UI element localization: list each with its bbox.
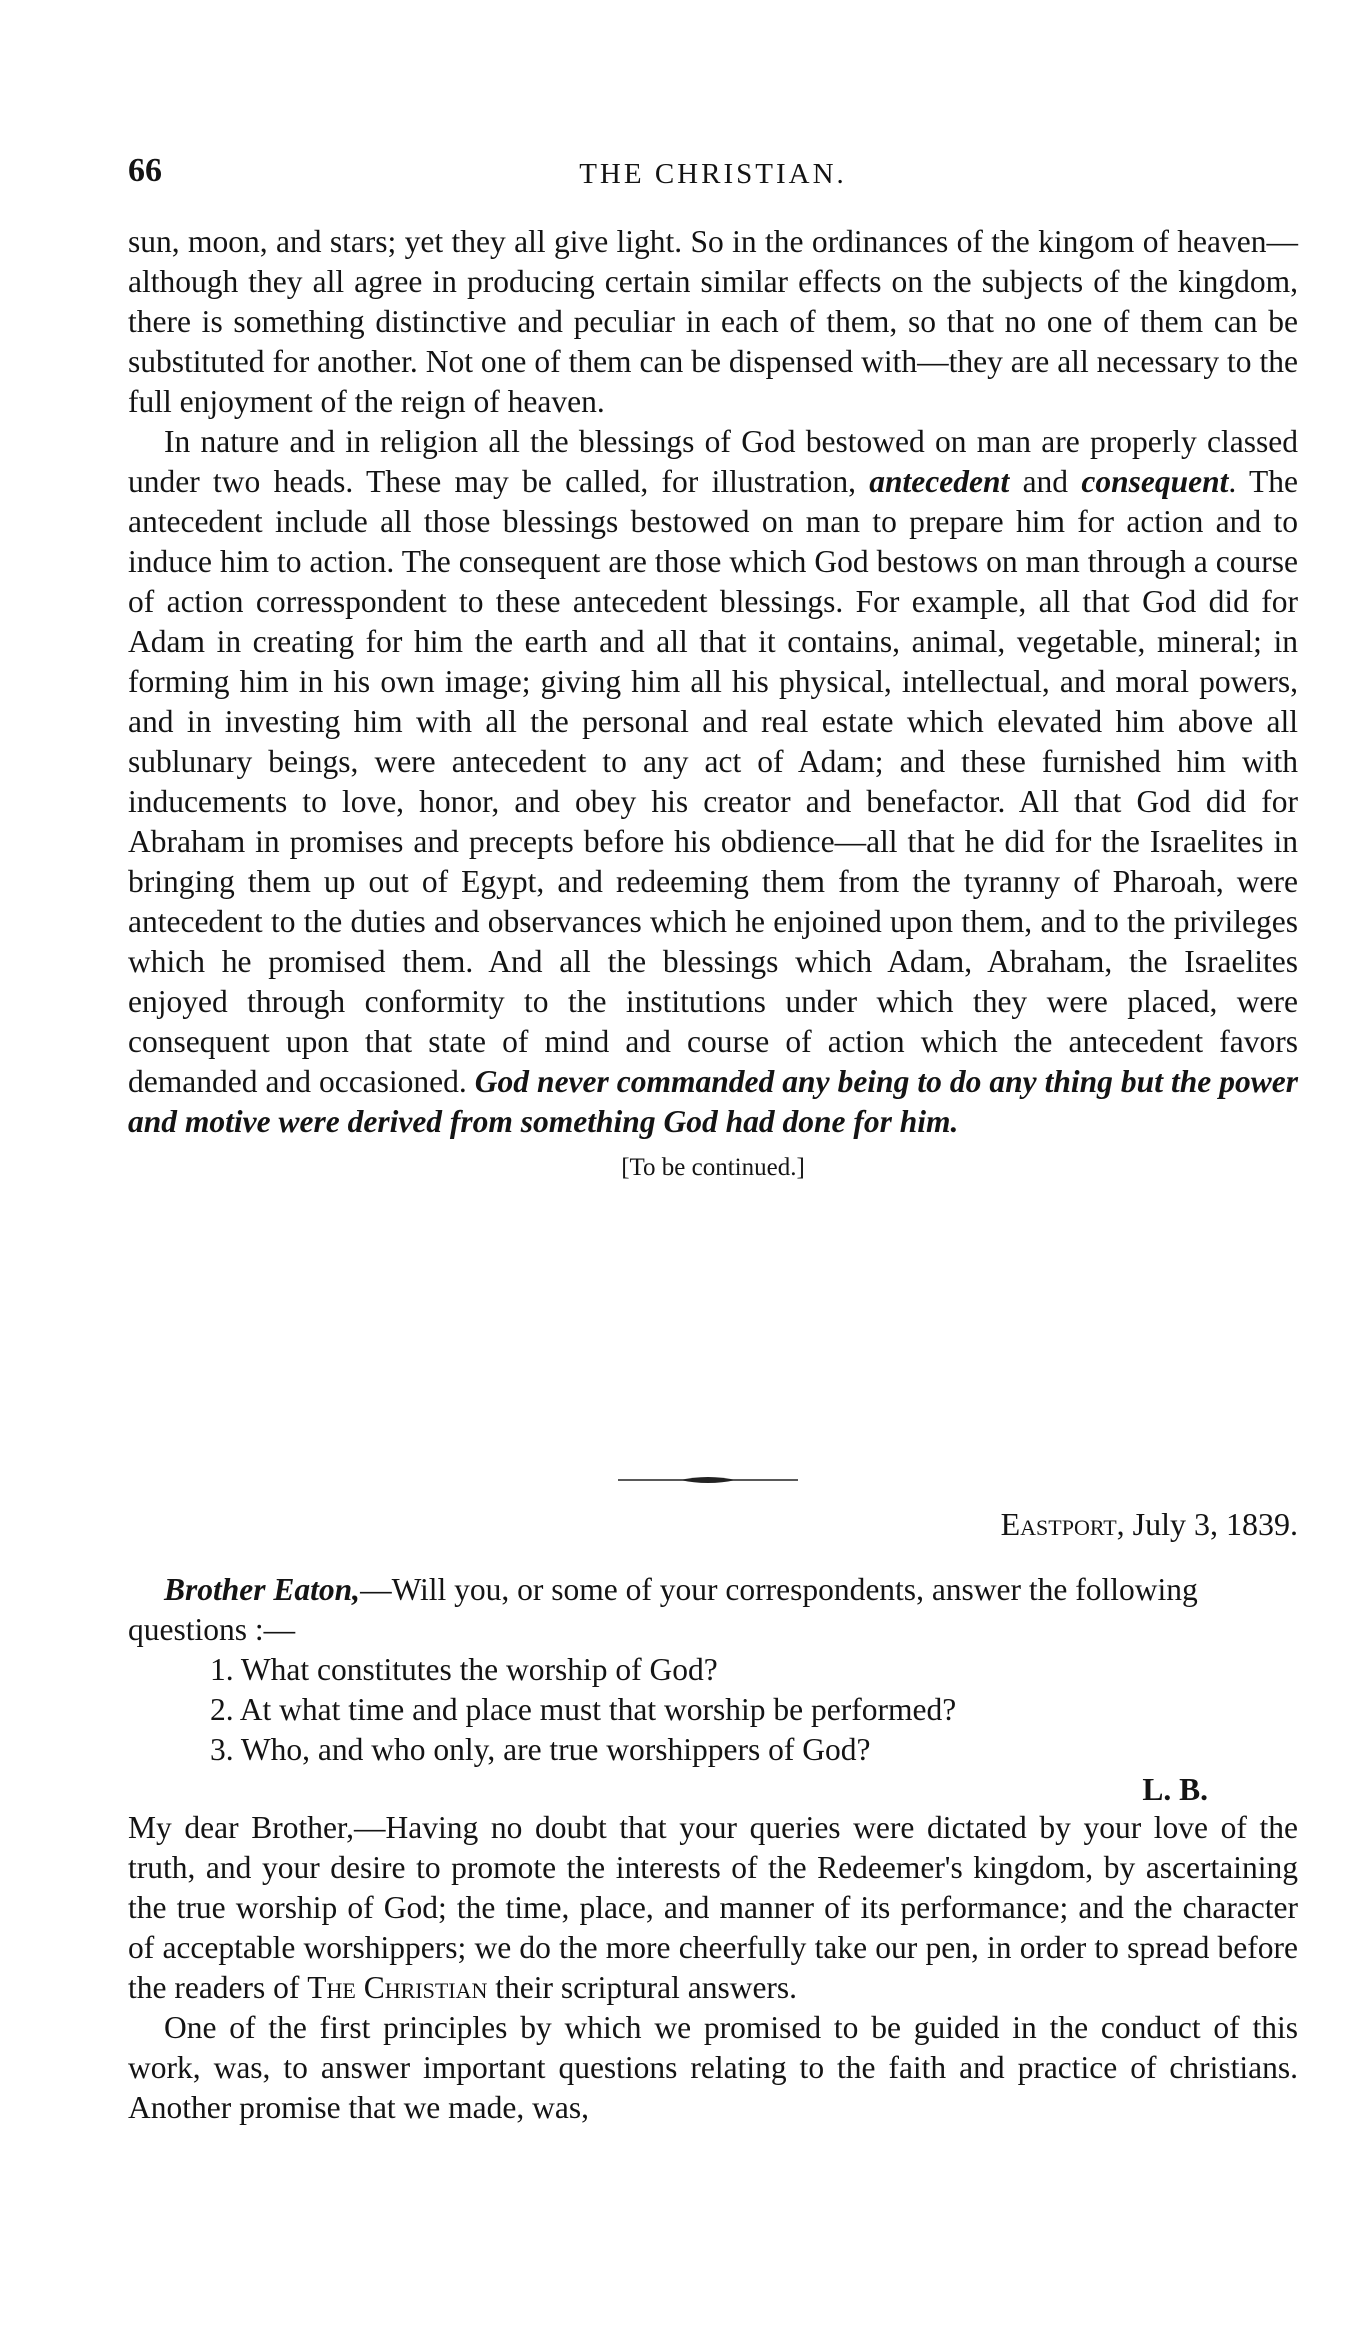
- to-be-continued: [To be continued.]: [621, 1154, 805, 1181]
- letter-signature: L. B.: [1142, 1772, 1208, 1807]
- letter-questions: [128, 1570, 1298, 1810]
- page-header: [128, 152, 1298, 202]
- question-item: 3. Who, and who only, are true worshippers of God?: [210, 1732, 871, 1767]
- running-head: THE CHRISTIAN.: [579, 158, 847, 190]
- question-item: 1. What constitutes the worship of God?: [210, 1652, 718, 1687]
- letter-intro: [128, 1570, 1298, 1650]
- term-consequent: consequent: [1081, 464, 1229, 499]
- question-list: [128, 1650, 1298, 1770]
- term-antecedent: antecedent: [869, 464, 1010, 499]
- conjunction-and: and: [1022, 464, 1069, 499]
- article-continuation: [128, 222, 1298, 1186]
- paragraph-ordinances: sun, moon, and stars; yet they all give light. So in the ordinances of the kingom of heaven—although they all agree in producing certain similar effects on the subjects of the kingdom, there is something distinctive and peculiar in each of them, so that no one of them can be substituted for another. Not one of them can be dispensed with—they are all necessary to the full enjoyment of the reign of heaven.: [128, 224, 1298, 419]
- dateline-date: July 3, 1839.: [1132, 1506, 1298, 1542]
- closing-italic-sentence: God never commanded any being to do any thing but the power and motive were derived from something God had done for him.: [128, 1064, 1298, 1139]
- paragraph-blessings-rest: . The antecedent include all those blessings bestowed on man to prepare him for action and to induce him to action. The consequent are those which God bestows on man through a course of action corresspondent to these antecedent blessings. For example, all that God did for Adam in creating for him the earth and all that it contains, animal, vegetable, mineral; in forming him in his own image; giving him all his physical, intellectual, and moral powers, and in investing him with all the personal and real estate which elevated him above all sublunary beings, were antecedent to any act of Adam; and these furnished him with inducements to love, honor, and obey his creator and benefactor. All that God did for Abraham in promises and precepts before his obdience—all that he did for the Israelites in bringing them up out of Egypt, and redeeming them from the tyranny of Pharoah, were antecedent to the duties and observances which he enjoined upon them, and to the privileges which he promised them. And all the blessings which Adam, Abraham, the Israelites enjoyed through conformity to the institutions under which they were placed, were consequent upon that state of mind and course of action which the antecedent favors demanded and occasioned.: [128, 464, 1299, 1099]
- paragraph-blessings-start: In nature and in religion all the blessings of God bestowed on man are properly classed under two heads. These may be called, for illustration,: [128, 424, 1298, 499]
- reply-paragraph-2: One of the first principles by which we promised to be guided in the conduct of this work, was, to answer important questions relating to the faith and practice of christians. Another promise that we made, was,: [128, 2010, 1298, 2125]
- salutation: Brother Eaton,: [164, 1572, 361, 1607]
- page-number: 66: [128, 152, 162, 189]
- editor-reply: [128, 1808, 1298, 2128]
- reply-paragraph-1: [128, 1808, 1298, 2008]
- paragraph-blessings: [128, 422, 1298, 1142]
- reply-text-end: their scriptural answers.: [495, 1970, 798, 2005]
- journal-title: The Christian: [307, 1970, 488, 2005]
- letter-intro-text: —Will you, or some of your correspondents, answer the following questions :—: [128, 1572, 1198, 1647]
- section-divider: [618, 1474, 798, 1486]
- dateline-place: Eastport,: [1000, 1506, 1125, 1542]
- reply-text: My dear Brother,—Having no doubt that your queries were dictated by your love of the truth, and your desire to promote the interests of the Redeemer's kingdom, by ascertaining the true worship of God; the time, place, and manner of its performance; and the character of acceptable worshippers; we do the more cheerfully take our pen, in order to spread before the readers of: [128, 1810, 1298, 2005]
- dateline: [1001, 1506, 1298, 1543]
- question-item: 2. At what time and place must that worship be performed?: [210, 1692, 957, 1727]
